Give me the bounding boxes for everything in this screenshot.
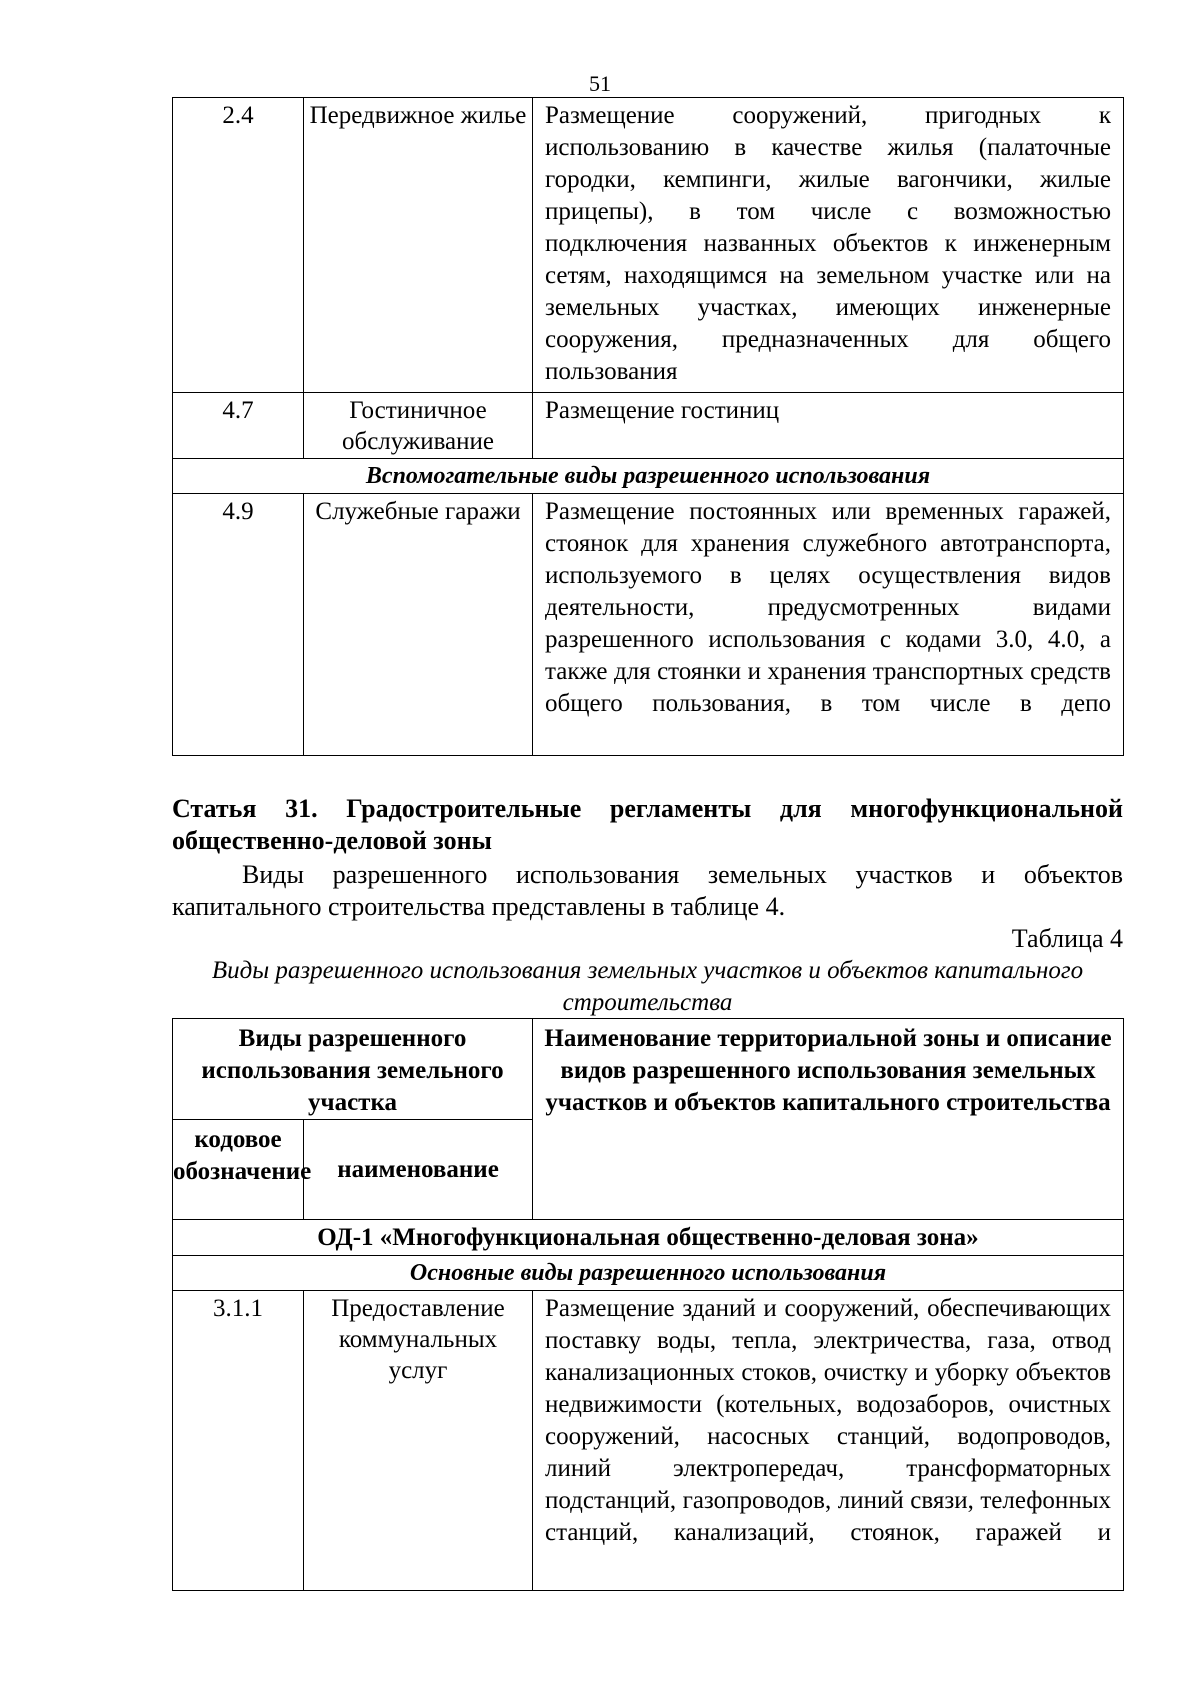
table-4 bbox=[172, 1018, 1124, 1591]
article-heading: Статья 31. Градостроительные регламенты для многофункциональной общественно-деловой зоны bbox=[172, 794, 1123, 855]
section-row bbox=[173, 1256, 1124, 1291]
page-number: 51 bbox=[589, 71, 611, 96]
row-code: 3.1.1 bbox=[173, 1291, 304, 1591]
row-name: Предоставление коммунальных услуг bbox=[304, 1291, 533, 1591]
table-row bbox=[173, 494, 1124, 756]
row-name: Передвижное жилье bbox=[304, 98, 533, 393]
table-caption: Виды разрешенного использования земельных участков и объектов капитального строительства bbox=[211, 957, 1084, 1016]
row-code: 4.9 bbox=[173, 494, 304, 756]
header-group: Виды разрешенного использования земельного участка bbox=[173, 1019, 533, 1120]
article-paragraph: Виды разрешенного использования земельных участков и объектов капитального строительства представлены в таблице 4. bbox=[172, 860, 1123, 921]
section-title: Основные виды разрешенного использования bbox=[173, 1256, 1124, 1291]
table-row bbox=[173, 1291, 1124, 1591]
row-description: Размещение зданий и сооружений, обеспечивающих поставку воды, тепла, электричества, газа, отвод канализационных стоков, очистку и уборку объектов недвижимости (котельных, водозаборов, очистных сооружений, насосных станций, водопроводов, линий электропередач, трансформаторных подстанций, газопроводов, линий связи, телефонных станций, канализаций, стоянок, гаражей и bbox=[533, 1291, 1124, 1591]
zone-title: ОД-1 «Многофункциональная общественно-деловая зона» bbox=[173, 1220, 1124, 1256]
header-code: кодовое обозначение bbox=[173, 1120, 304, 1220]
row-code: 2.4 bbox=[173, 98, 304, 393]
row-description: Размещение постоянных или временных гаражей, стоянок для хранения служебного автотранспорта, используемого в целях осуществления видов деятельности, предусмотренных видами разрешенного использования с кодами 3.0, 4.0, а также для стоянки и хранения транспортных средств общего пользования, в том числе в депо bbox=[533, 494, 1124, 756]
zone-row bbox=[173, 1220, 1124, 1256]
row-code: 4.7 bbox=[173, 393, 304, 459]
continued-table bbox=[172, 97, 1124, 756]
row-description: Размещение гостиниц bbox=[533, 393, 1124, 459]
table-row bbox=[173, 393, 1124, 459]
table-label: Таблица 4 bbox=[1011, 924, 1123, 953]
row-name: Гостиничное обслуживание bbox=[304, 393, 533, 459]
section-row bbox=[173, 459, 1124, 494]
header-name: наименование bbox=[304, 1120, 533, 1220]
table-row bbox=[173, 98, 1124, 393]
header-description: Наименование территориальной зоны и описание видов разрешенного использования земельных участков и объектов капитального строительства bbox=[533, 1019, 1124, 1220]
row-description: Размещение сооружений, пригодных к использованию в качестве жилья (палаточные городки, кемпинги, жилые вагончики, жилые прицепы), в том числе с возможностью подключения названных объектов к инженерным сетям, находящимся на земельном участке или на земельных участках, имеющих инженерные сооружения, предназначенных для общего пользования bbox=[533, 98, 1124, 393]
header-row bbox=[173, 1019, 1124, 1120]
section-title: Вспомогательные виды разрешенного использования bbox=[173, 459, 1124, 494]
row-name: Служебные гаражи bbox=[304, 494, 533, 756]
